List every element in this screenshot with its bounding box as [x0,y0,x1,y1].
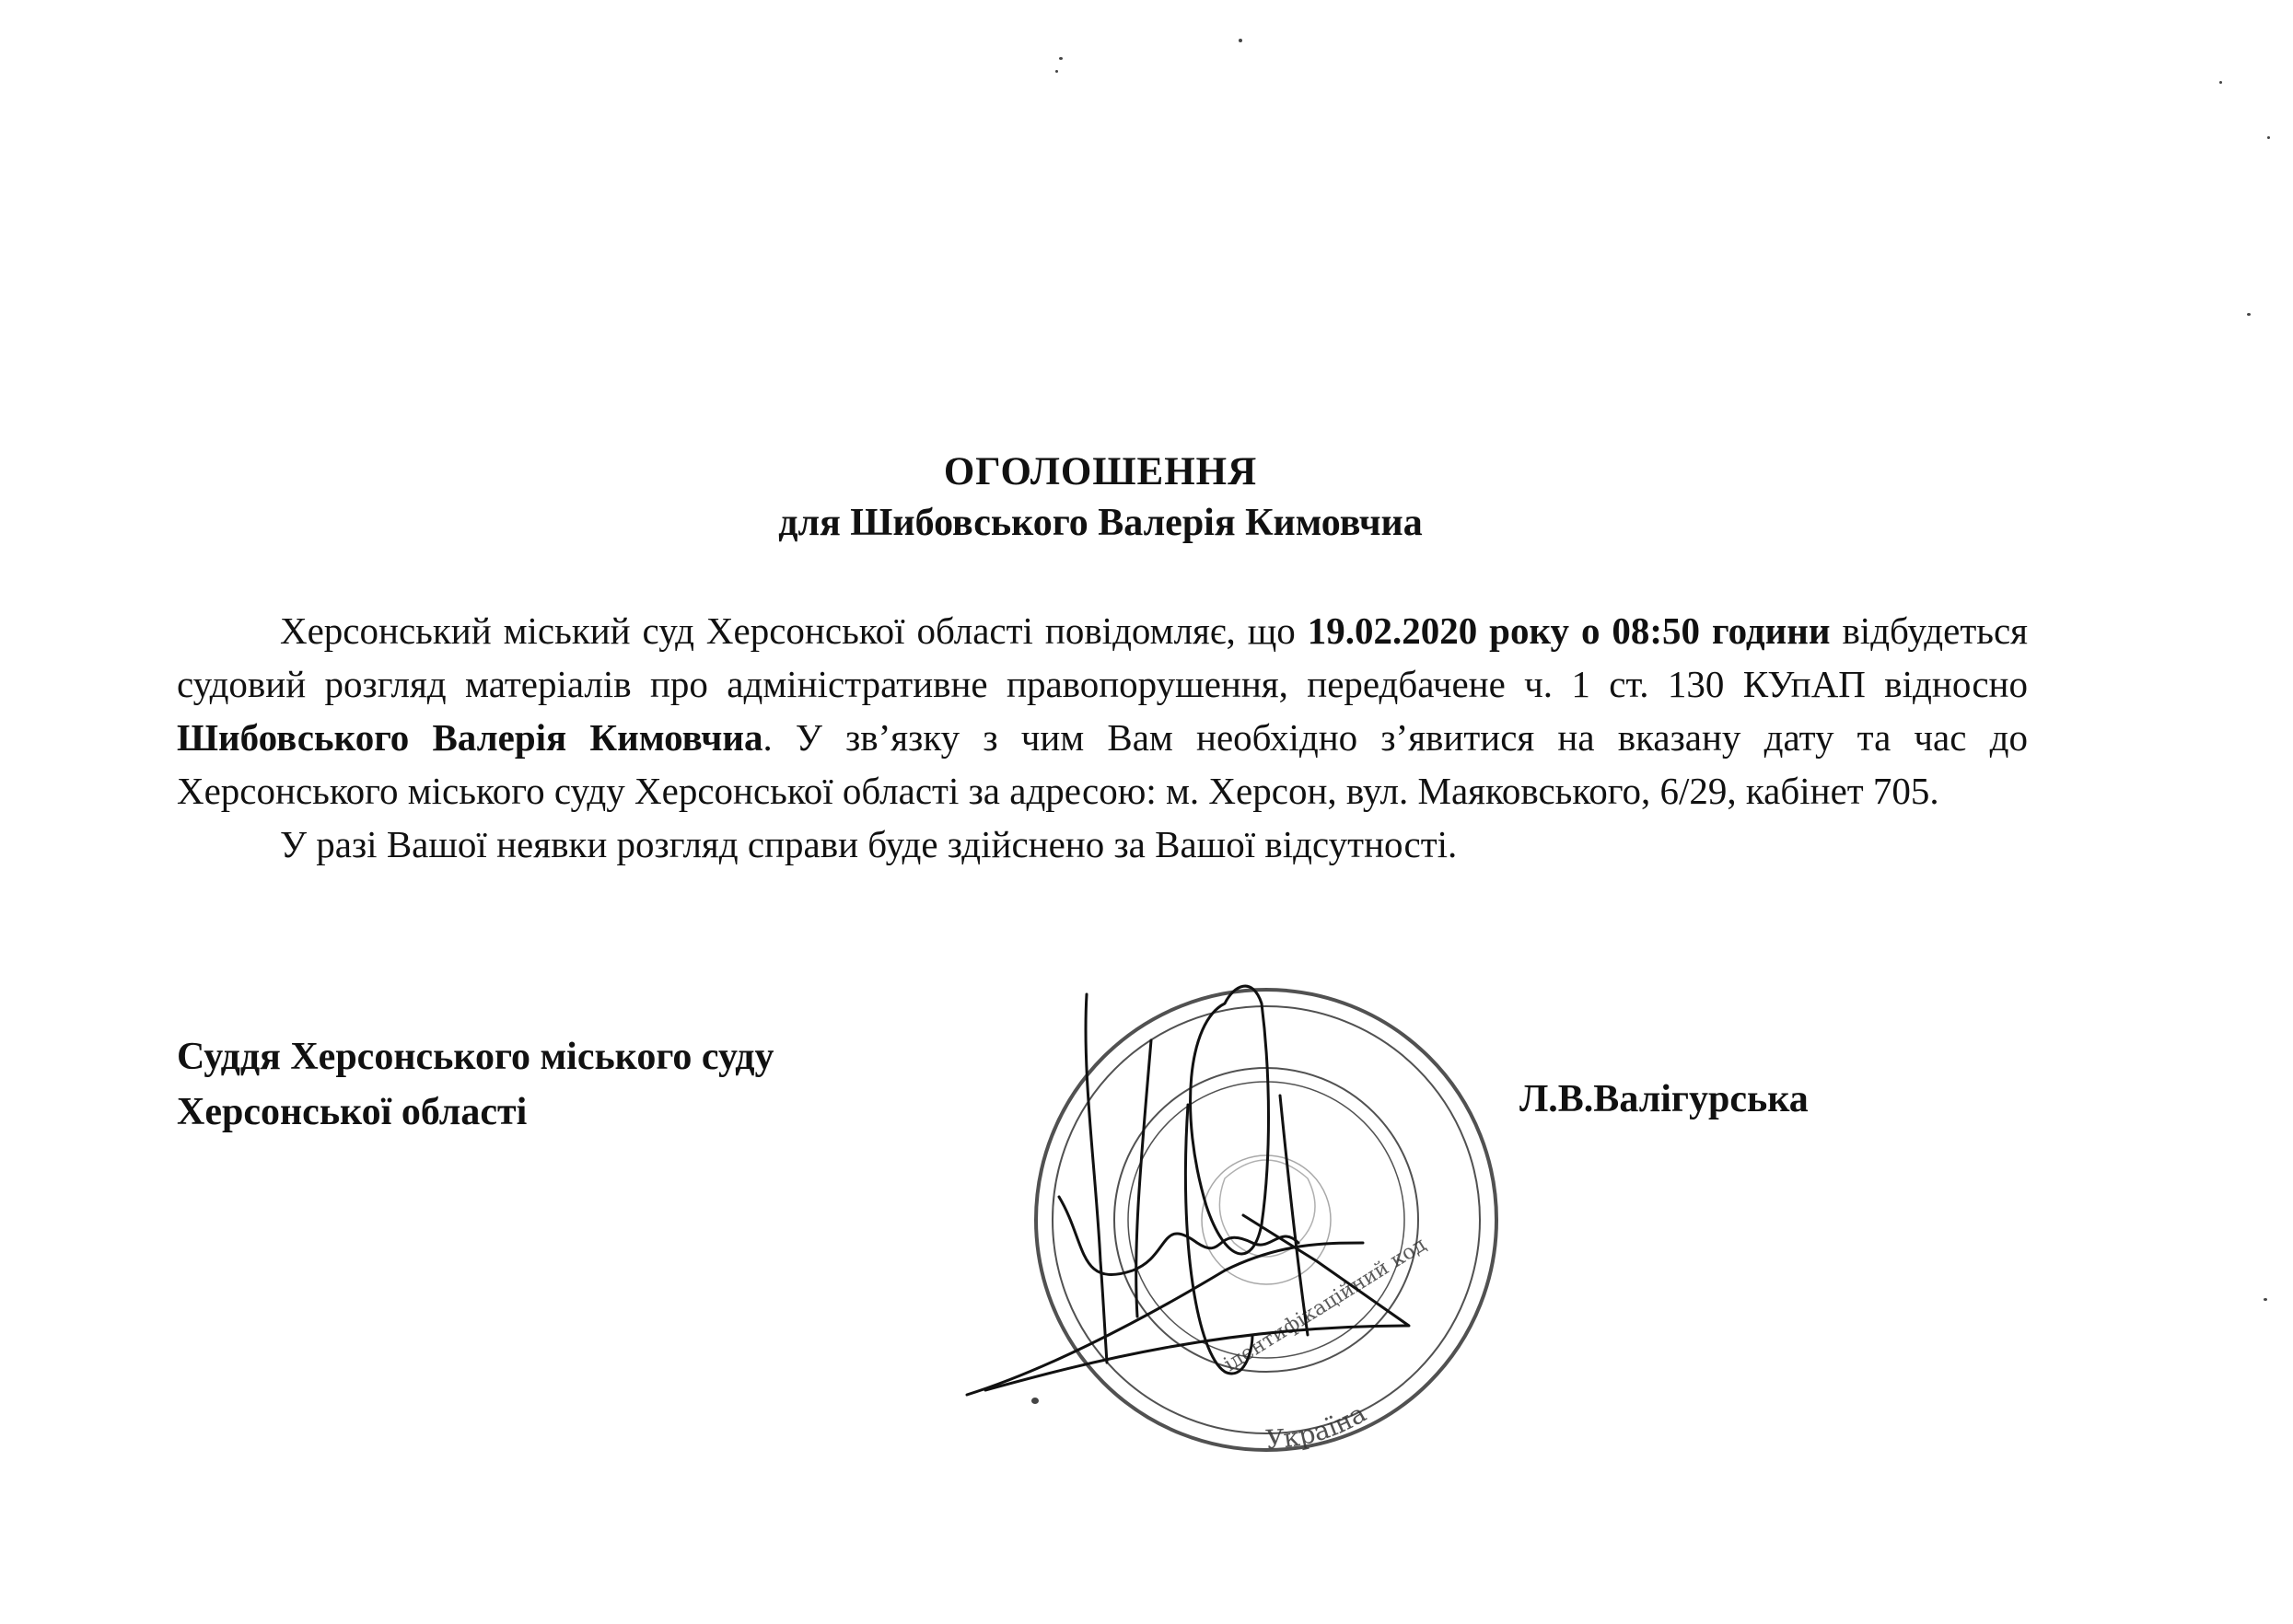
scan-speck [2264,1298,2267,1301]
scan-speck [2267,136,2270,139]
document-subtitle: для Шибовського Валерія Кимовчиа [778,502,1423,544]
announcement-paragraph-1 [177,604,2028,818]
paragraph-text: Херсонський міський суд Херсонської області повідомляє, що [280,609,1308,652]
scan-speck [1239,39,1242,42]
paragraph-text: . У зв’язку з чим Вам необхідно з’явитися на вказану дату та час до Херсонського міського суду Херсонської області за адресою: м. Херсон, вул. Маяковського, 6/29, кабінет 705. [177,716,2028,812]
document-title: ОГОЛОШЕННЯ [943,450,1258,493]
judge-position [177,1029,774,1140]
svg-text:ідентифікаційний код [1220,1234,1430,1377]
hearing-datetime: 19.02.2020 року о 08:50 години [1307,609,1831,652]
scan-speck [2247,313,2251,316]
judge-name: Л.В.Валігурська [1519,1078,1809,1120]
announcement-paragraph-2: У разі Вашої неявки розгляд справи буде здійснено за Вашої відсутності. [280,823,1458,865]
scan-speck [1059,57,1063,60]
judge-position-line-2: Херсонської області [177,1091,528,1133]
defendant-name: Шибовського Валерія Кимовчиа [177,716,763,759]
svg-text:Україна [1265,1398,1371,1455]
announcement-body [177,604,2028,871]
paragraph-text: відбудеться судовий розгляд матеріалів про адміністративне правопорушення, передбачене ч. 1 ст. 130 КУпАП відносно [177,609,2028,705]
judge-position-line-1: Суддя Херсонського міського суду [177,1036,774,1078]
seal-country-text: Україна [1264,1398,1372,1456]
scan-speck [1055,70,1058,73]
scan-speck [2219,81,2222,84]
seal-code-label: ідентифікаційний код [1219,1233,1431,1377]
court-seal-with-signature [949,967,1519,1482]
